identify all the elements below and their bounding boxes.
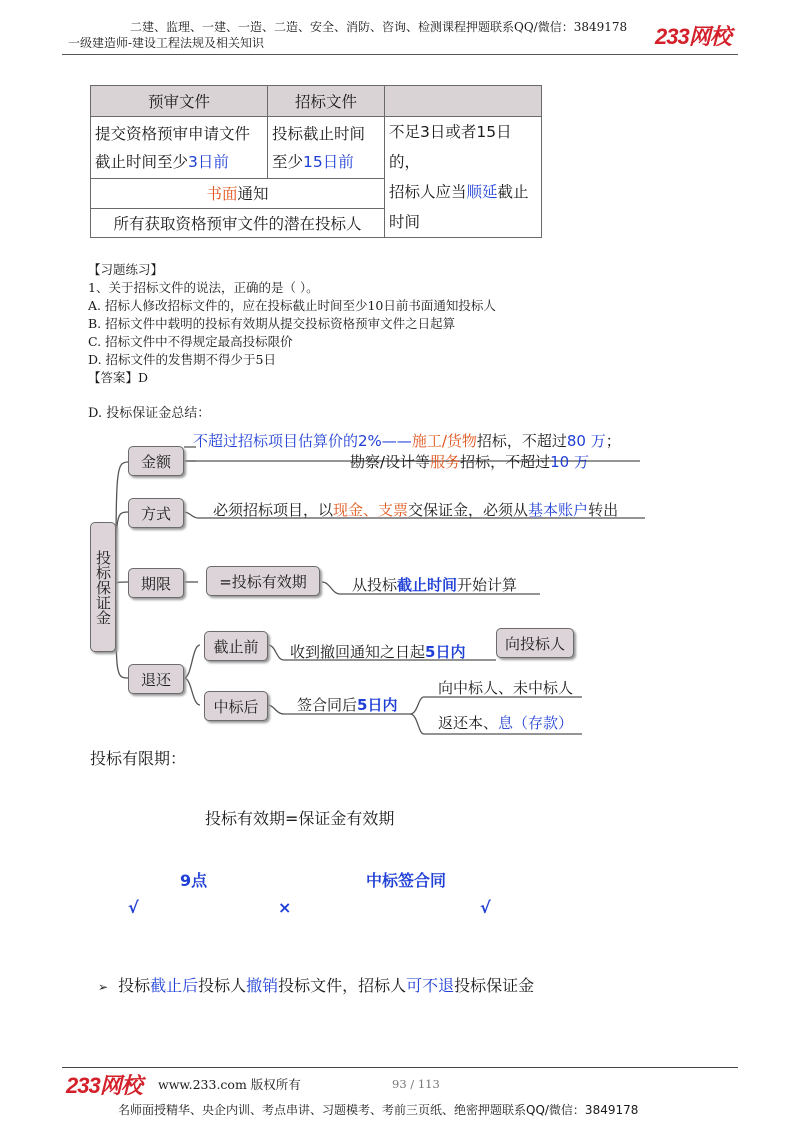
- mindmap-root-deposit: 投标保证金: [90, 522, 116, 652]
- exercise-option-c: C. 招标文件中不得规定最高投标限价: [88, 334, 293, 349]
- timeline-mark-cross: ×: [278, 898, 292, 917]
- text: 开始计算: [457, 576, 518, 594]
- validity-equation: 投标有效期=保证金有效期: [205, 809, 395, 828]
- method-text: [213, 499, 618, 520]
- table-cell-recipients: 所有获取资格预审文件的潜在投标人: [91, 208, 385, 238]
- exercise-answer: 【答案】D: [88, 370, 149, 385]
- cell-text: 截止时间至少: [95, 152, 189, 171]
- refund-before-deadline: 截止前: [204, 631, 268, 661]
- text: 10 万: [550, 453, 589, 471]
- footer-page-number: 93 / 113: [392, 1077, 440, 1091]
- exercise-option-a: A. 招标人修改招标文件的，应在投标截止时间至少10日前书面通知投标人: [88, 298, 496, 313]
- text: 收到撤回通知之日起: [290, 643, 426, 661]
- text: 必须招标项目，以: [213, 501, 334, 519]
- before-text: [290, 641, 465, 662]
- mindmap-node-method: 方式: [128, 498, 184, 528]
- after-return: [438, 712, 573, 733]
- amount-line-2: [350, 451, 589, 472]
- cell-text: 通知: [237, 185, 269, 204]
- refund-after-award: 中标后: [204, 691, 268, 721]
- after-text: [297, 694, 397, 715]
- text: 基本账户: [528, 501, 589, 519]
- term-text: [352, 574, 517, 595]
- header-logo: 233网校: [655, 24, 731, 49]
- text: 从投标: [352, 576, 398, 594]
- exercise-question: 1、关于招标文件的说法，正确的是（ ）。: [88, 280, 319, 295]
- highlight-15-days: 15日前: [303, 152, 354, 171]
- timeline-mark-check-2: √: [480, 898, 491, 917]
- table-header-prequal: 预审文件: [91, 86, 268, 117]
- text: 服务: [430, 453, 461, 471]
- after-recipients: 向中标人、未中标人: [438, 679, 574, 697]
- exercise-title: 【习题练习】: [88, 262, 164, 277]
- text: 80 万: [566, 432, 606, 450]
- bullet-line: [98, 973, 534, 996]
- cell-text: 投标截止时间: [272, 124, 366, 143]
- section-d-heading: D. 投标保证金总结：: [88, 406, 211, 421]
- text: 投标文件，招标人: [278, 976, 407, 995]
- table-header-bid-doc: 招标文件: [268, 86, 385, 117]
- mindmap-node-term: 期限: [128, 568, 184, 598]
- header-subject: 一级建造师-建设工程法规及相关知识: [68, 36, 265, 50]
- text: 勘察/设计等: [350, 453, 431, 471]
- bullet-arrow-icon: ➢: [98, 980, 109, 994]
- cell-text: 招标人应当: [389, 183, 467, 201]
- text: 施工/货物: [411, 432, 477, 450]
- text: 投标保证金: [454, 976, 535, 995]
- text: 转出: [588, 501, 619, 519]
- text: 返还本、: [438, 714, 499, 732]
- mindmap-node-amount: 金额: [128, 446, 184, 476]
- exercise-option-d: D. 招标文件的发售期不得少于5日: [88, 352, 276, 367]
- highlight-written: 书面: [206, 185, 238, 204]
- text: 撤销: [246, 976, 279, 995]
- text: 投标: [118, 976, 151, 995]
- text: 可不退: [406, 976, 455, 995]
- text: 招标，不超过: [476, 432, 567, 450]
- cell-text: 不足3日或者15日的，: [389, 123, 512, 171]
- text: 交保证金，必须从: [408, 501, 529, 519]
- highlight-postpone: 顺延: [466, 183, 498, 201]
- amount-line-1: [193, 430, 621, 451]
- highlight-3-days: 3日前: [188, 152, 229, 171]
- timeline-9am: 9点: [180, 871, 208, 890]
- text: 5日内: [357, 696, 398, 714]
- text: 现金、支票: [333, 501, 409, 519]
- cell-text: 时间: [389, 213, 421, 231]
- header-contact-line: 二建、监理、一建、一造、二造、安全、消防、咨询、检测课程押题联系QQ/微信：3849178: [130, 20, 628, 34]
- text: 不超过招标项目估算价的2%——: [193, 432, 412, 450]
- cell-text: 至少: [272, 152, 304, 171]
- footer-rule: [62, 1067, 738, 1068]
- mindmap-node-refund: 退还: [128, 664, 184, 694]
- text: 5日内: [425, 643, 466, 661]
- before-box-bidder: 向投标人: [496, 628, 574, 658]
- text: 签合同后: [297, 696, 358, 714]
- footer-contact-line: 名师面授精华、央企内训、考点串讲、习题模考、考前三页纸、绝密押题联系QQ/微信：3849178: [118, 1103, 639, 1117]
- timeline-contract: 中标签合同: [366, 871, 447, 890]
- footer-copyright: www.233.com 版权所有: [158, 1077, 301, 1092]
- text: 息（存款）: [498, 714, 574, 732]
- cell-text: 截止: [497, 183, 529, 201]
- timeline-mark-check-1: √: [128, 898, 139, 917]
- cell-text: 提交资格预审申请文件: [95, 124, 251, 143]
- footer-logo: 233网校: [66, 1073, 142, 1098]
- text: 投标人: [198, 976, 247, 995]
- validity-heading: 投标有限期：: [90, 749, 187, 768]
- text: 招标，不超过: [460, 453, 551, 471]
- exercise-option-b: B. 招标文件中载明的投标有效期从提交投标资格预审文件之日起算: [88, 316, 456, 331]
- term-box-validity: =投标有效期: [206, 566, 320, 596]
- text: 截止时间: [397, 576, 458, 594]
- text: ；: [605, 432, 621, 450]
- text: 截止后: [150, 976, 199, 995]
